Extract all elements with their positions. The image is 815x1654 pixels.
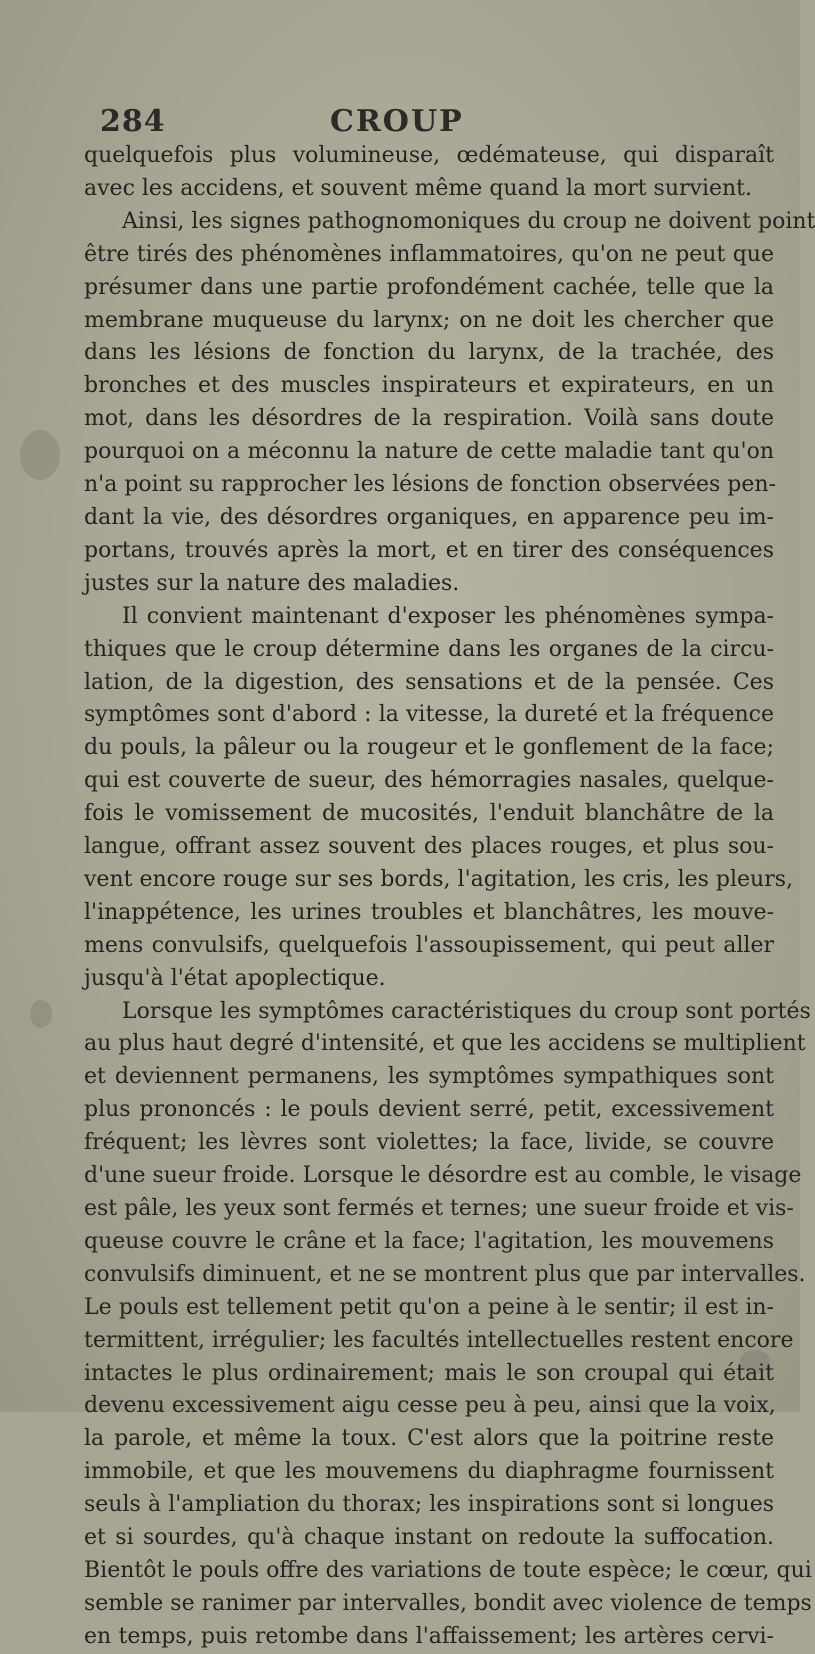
text-line: avec les accidens, et souvent même quand la mort survient. <box>84 175 753 201</box>
text-line: présumer dans une partie profondément cachée, telle que la <box>84 274 774 300</box>
text-line: est pâle, les yeux sont fermés et ternes; une sueur froide et vis- <box>84 1196 794 1221</box>
text-line: Lorsque les symptômes caractéristiques du croup sont portés <box>122 998 811 1024</box>
text-line: n'a point su rapprocher les lésions de fonction observées pen- <box>84 472 777 498</box>
text-line: seuls à l'ampliation du thorax; les inspirations sont si longues <box>84 1492 774 1518</box>
text-line: fréquent; les lèvres sont violettes; la face, livide, se couvre <box>84 1130 774 1156</box>
text-line: Bientôt le pouls offre des variations de toute espèce; le cœur, qui <box>84 1557 812 1583</box>
text-line: termittent, irrégulier; les facultés intellectuelles restent encore <box>84 1327 794 1353</box>
text-line: plus prononcés : le pouls devient serré, petit, excessivement <box>84 1097 774 1123</box>
text-line: pourquoi on a méconnu la nature de cette maladie tant qu'on <box>84 439 774 465</box>
text-line: justes sur la nature des maladies. <box>84 570 460 596</box>
text-line: portans, trouvés après la mort, et en tirer des conséquences <box>84 537 774 563</box>
running-title: CROUP <box>330 104 464 139</box>
text-line: immobile, et que les mouvemens du diaphragme fournissent <box>84 1459 774 1485</box>
text-line: être tirés des phénomènes inflammatoires, qu'on ne peut que <box>84 241 774 267</box>
text-line: vent encore rouge sur ses bords, l'agitation, les cris, les pleurs, <box>84 866 794 892</box>
text-line: fois le vomissement de mucosités, l'enduit blanchâtre de la <box>84 801 774 827</box>
text-line: d'une sueur froide. Lorsque le désordre est au comble, le visage <box>84 1163 802 1189</box>
page-header <box>100 100 700 144</box>
text-line: thiques que le croup détermine dans les organes de la circu- <box>84 636 774 662</box>
text-line: qui est couverte de sueur, des hémorragies nasales, quelque- <box>84 768 774 794</box>
text-line: et deviennent permanens, les symptômes sympathiques sont <box>84 1064 774 1090</box>
text-line: mens convulsifs, quelquefois l'assoupissement, qui peut aller <box>84 932 774 958</box>
text-line: Il convient maintenant d'exposer les phénomènes sympa- <box>122 603 774 629</box>
text-line: jusqu'à l'état apoplectique. <box>84 965 386 991</box>
page-number: 284 <box>100 104 166 139</box>
text-line: membrane muqueuse du larynx; on ne doit les chercher que <box>84 307 774 333</box>
body-text <box>84 140 815 1654</box>
text-line: semble se ranimer par intervalles, bondit avec violence de temps <box>84 1590 812 1616</box>
text-line: bronches et des muscles inspirateurs et expirateurs, en un <box>84 373 774 399</box>
text-line: la parole, et même la toux. C'est alors que la poitrine reste <box>84 1426 774 1452</box>
paper-stain <box>20 430 60 480</box>
text-line: queuse couvre le crâne et la face; l'agitation, les mouvemens <box>84 1228 774 1254</box>
text-line: mot, dans les désordres de la respiration. Voilà sans doute <box>84 406 774 432</box>
text-line: lation, de la digestion, des sensations et de la pensée. Ces <box>84 669 774 695</box>
text-line: devenu excessivement aigu cesse peu à peu, ainsi que la voix, <box>84 1393 776 1419</box>
text-line: langue, offrant assez souvent des places rouges, et plus sou- <box>84 834 774 860</box>
text-line: dans les lésions de fonction du larynx, de la trachée, des <box>84 340 774 366</box>
text-line: Ainsi, les signes pathognomoniques du croup ne doivent point <box>122 208 815 234</box>
text-line: du pouls, la pâleur ou la rougeur et le gonflement de la face; <box>84 735 774 761</box>
text-line: convulsifs diminuent, et ne se montrent plus que par intervalles. <box>84 1261 806 1287</box>
text-line: au plus haut degré d'intensité, et que les accidens se multiplient <box>84 1031 806 1057</box>
text-line: Le pouls est tellement petit qu'on a peine à le sentir; il est in- <box>84 1294 774 1320</box>
text-line: quelquefois plus volumineuse, œdémateuse, qui disparaît <box>84 143 774 168</box>
text-line: l'inappétence, les urines troubles et blanchâtres, les mouve- <box>84 899 774 925</box>
text-line: intactes le plus ordinairement; mais le son croupal qui était <box>84 1360 774 1386</box>
text-line: symptômes sont d'abord : la vitesse, la dureté et la fréquence <box>84 702 774 728</box>
text-line: et si sourdes, qu'à chaque instant on redoute la suffocation. <box>84 1525 774 1551</box>
paper-stain <box>30 1000 52 1028</box>
text-line: en temps, puis retombe dans l'affaissement; les artères cervi- <box>84 1623 774 1649</box>
text-line: dant la vie, des désordres organiques, en apparence peu im- <box>84 504 774 530</box>
